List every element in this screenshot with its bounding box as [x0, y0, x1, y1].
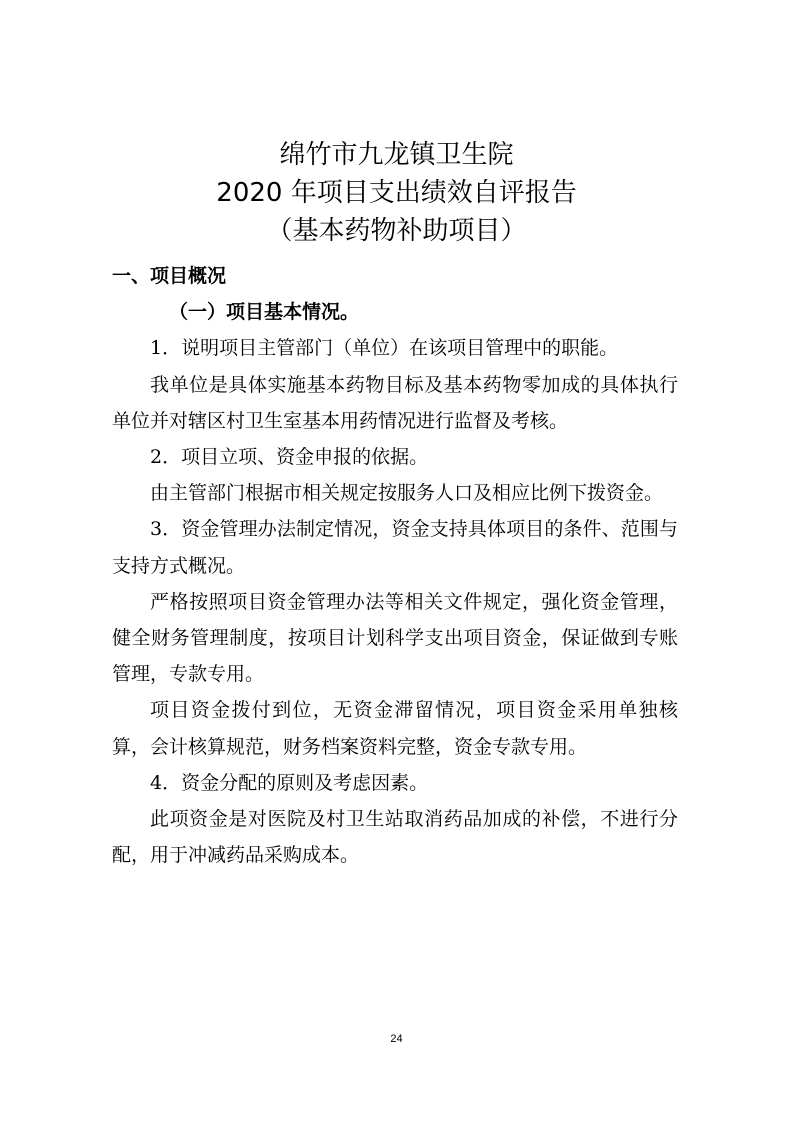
paragraph: 严格按照项目资金管理办法等相关文件规定，强化资金管理，健全财务管理制度，按项目计划科学支出项目资金，保证做到专账管理，专款专用。 [112, 590, 678, 686]
page-number: 24 [390, 1033, 403, 1045]
section-heading: 一、项目概况 [112, 265, 227, 287]
paragraph: 此项资金是对医院及村卫生站取消药品加成的补偿，不进行分配，用于冲减药品采购成本。 [112, 808, 678, 867]
title-line-organization: 绵竹市九龙镇卫生院 [279, 140, 514, 170]
paragraph: 1．说明项目主管部门（单位）在该项目管理中的职能。 [150, 337, 619, 360]
paragraph: 由主管部门根据市相关规定按服务人口及相应比例下拨资金。 [150, 482, 664, 505]
paragraph: 我单位是具体实施基本药物目标及基本药物零加成的具体执行单位并对辖区村卫生室基本用药情况进行监督及考核。 [112, 373, 678, 432]
paragraph: 4．资金分配的原则及考虑因素。 [150, 771, 429, 794]
title-line-report: 2020 年项目支出绩效自评报告 [216, 178, 577, 208]
paragraph: 2．项目立项、资金申报的依据。 [150, 446, 429, 469]
paragraph: 项目资金拨付到位，无资金滞留情况，项目资金采用单独核算，会计核算规范，财务档案资料完整，资金专款专用。 [112, 699, 678, 758]
document-title [0, 136, 793, 250]
document-body [112, 258, 678, 873]
subsection-heading: （一）项目基本情况。 [169, 301, 360, 324]
title-line-project: （基本药物补助项目） [266, 216, 527, 246]
paragraph: 3．资金管理办法制定情况，资金支持具体项目的条件、范围与支持方式概况。 [112, 518, 678, 577]
